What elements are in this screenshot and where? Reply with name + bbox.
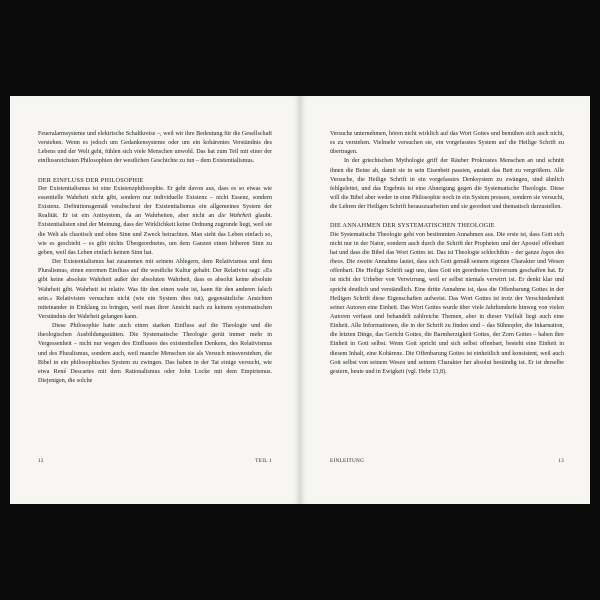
emphasis-text: die Wahrheit bbox=[218, 213, 252, 220]
paragraph-text: des bbox=[554, 249, 564, 256]
paragraph-assumptions bbox=[330, 231, 564, 378]
left-page bbox=[10, 96, 300, 504]
section-heading-philosophy: DER EINFLUSS DER PHILOSOPHIE bbox=[38, 176, 144, 184]
paragraph-text: glaubt. Existentialisten sind der Meinung, dass der Wirklichkeit keine Ordnung zugrunde liegt, weil sie die Welt als chaotisch und ohne Sinn und Zweck betrachten. Man sieht das Leben einfach so, wie es geschieht – es gibt nichts Übergeordnetes, um dem Ganzen einen höheren Sinn zu geben, weil das Leben einfach keinen Sinn hat. bbox=[38, 213, 273, 256]
right-page-text bbox=[330, 130, 564, 377]
running-head: EINLEITUNG bbox=[330, 458, 365, 464]
paragraph-procrustes: In der griechischen Mythologie griff der Räuber Prokrustes Menschen an und schnitt ihnen die Beine ab, damit sie in sein Eisenbett passten, anstatt das Bett zu vergrößern. Alle Versuche, die Heilige Schrift in ein vorgefasstes Denksystem zu zwängen, sind ähnlich fehlgeleitet, und das Ergebnis ist eine Abneigung gegen die Systematische Theologie. Diese will die Bibel aber weder in eine Philosophie noch in ein System pressen, sondern sie versucht, die Lehren der Heiligen Schrift herauszuarbeiten und sie geordnet und thematisch darzustellen. bbox=[330, 158, 564, 211]
emphasis-text: theos bbox=[330, 259, 343, 266]
emphasis-text: logos bbox=[540, 249, 555, 256]
paragraph-relativism: Der Existentialismus hat zusammen mit seinem Ablegern, dem Relativismus und dem Pluralismus, einen enormen Einfluss auf die westliche Kultur gehabt. Der Relativist sagt: »Es gibt keine absolute Wahrheit außer der absoluten Wahrheit, dass es absolut keine absolute Wahrheit gibt. Wahrheit ist relativ. Was für den einen wahr ist, kann für den anderen falsch sein.« Relativisten versuchen nicht (wie ein System dies tut), gegensätzliche Ansichten miteinander in Einklang zu bringen, weil man ihrer Ansicht nach zu keinem systematischen Verständnis der Wahrheit gelangen kann. bbox=[38, 259, 272, 320]
paragraph-theology: Diese Philosophie hatte auch einen starken Einfluss auf die Theologie und die theologischen Ausbildungsstätten. Die Systematische Theologie gerät immer mehr in Vergessenheit – nicht nur wegen des Einflusses des existentiellen Denkens, des Relativismus und des Pluralismus, sondern auch, weil manche Menschen sie als Versuch missverstehen, die Bibel in ein philosophisches System zu zwingen. Das haben in der Tat einige versucht, wie etwa René Descartes mit dem Rationalismus oder John Locke mit dem Empirismus. Diejenigen, die solche bbox=[38, 323, 272, 385]
book-spread bbox=[10, 96, 590, 504]
right-page bbox=[300, 96, 590, 504]
paragraph-text: . Die zweite Annahme lautet, dass sich Gott gemäß seinem eigenen Charakter und Wesen offenbart. Die Heilige Schrift sagt uns, dass Gott ein geordnetes Universum geschaffen hat. Er ist nicht der Urheber von Verwirrung, weil er selbst niemals verwirrt ist. Er denkt klar und spricht deutlich und verständlich. Eine dritte Annahme ist, dass die Offenbarung Gottes in der Heiligen Schrift diese Eigenschaften aufweist. Das Wort Gottes ist trotz der Verschiedenheit seiner Autoren eine Einheit. Das Wort Gottes wurde über viele Jahrhunderte hinweg von vielen Autoren verfasst und behandelt zahlreiche Themen, aber in dieser Vielfalt liegt auch eine Einheit. Alle Informationen, die in der Schrift zu finden sind – das Sühnopfer, die Inkarnation, die letzten Dinge, das Gericht Gottes, die Barmherzigkeit Gottes, der Zorn Gottes – haben ihre Einheit in Gott selbst. Wenn Gott spricht und sich selbst offenbart, besteht eine Einheit in diesem Inhalt, eine Kohärenz. Die Offenbarung Gottes ist einheitlich und konsistent, weil auch Gott selbst von seinem Wesen und seinem Charakter her absolut beständig ist. Er ist derselbe gestern, heute und in Ewigkeit (vgl. Hebr 13,8). bbox=[330, 259, 564, 375]
running-head: TEIL 1 bbox=[255, 458, 272, 464]
page-number: 13 bbox=[558, 458, 564, 464]
paragraph-text: Der Existentialismus ist eine Existenzphilosophie. Er geht davon aus, dass es so etwas wie essentielle Wahrheit nicht gibt, sondern nur individuelle Existenz – nicht Essenz, sondern Existenz. Definitionsgemäß verabscheut der Existentialismus ein allgemeines System der Realität. Er ist ein Antisystem, da an Wahrheiten, aber nicht an bbox=[38, 185, 272, 220]
left-page-text bbox=[38, 130, 272, 386]
paragraph-existentialism bbox=[38, 185, 272, 258]
section-heading-assumptions: DIE ANNAHMEN DER SYSTEMATISCHEN THEOLOGIE bbox=[330, 222, 495, 230]
page-number: 12 bbox=[38, 458, 44, 464]
paragraph-text: Die Systematische Theologie geht von bestimmten Annahmen aus. Die erste ist, dass Gott sich nicht nur in der Natur, sondern auch durch die Schrift der Propheten und der Apostel offenbart hat und dass die Bibel das Wort Gottes ist. Das ist Theologie schlechthin – der ganze bbox=[330, 231, 564, 256]
paragraph-continuation: Versuche unternehmen, hören nicht wirklich auf das Wort Gottes und bemühen sich auch nicht, es zu verstehen. Vielmehr versuchen sie, ein vorgefasstes System auf die Heilige Schrift zu übertragen. bbox=[330, 131, 564, 156]
intro-paragraph: Feueralarmsysteme und elektrische Schaltkreise –, weil wir ihre Bedeutung für die Gesellschaft verstehen. Wenn es jedoch um Gedankensysteme oder um ein kohärentes Verständnis des Lebens und der Welt geht, fühlen sich viele Menschen unwohl. Das hat zum Teil mit einer der einflussreichsten Philosophien der westlichen Geschichte zu tun – dem Existentialismus. bbox=[38, 131, 272, 165]
